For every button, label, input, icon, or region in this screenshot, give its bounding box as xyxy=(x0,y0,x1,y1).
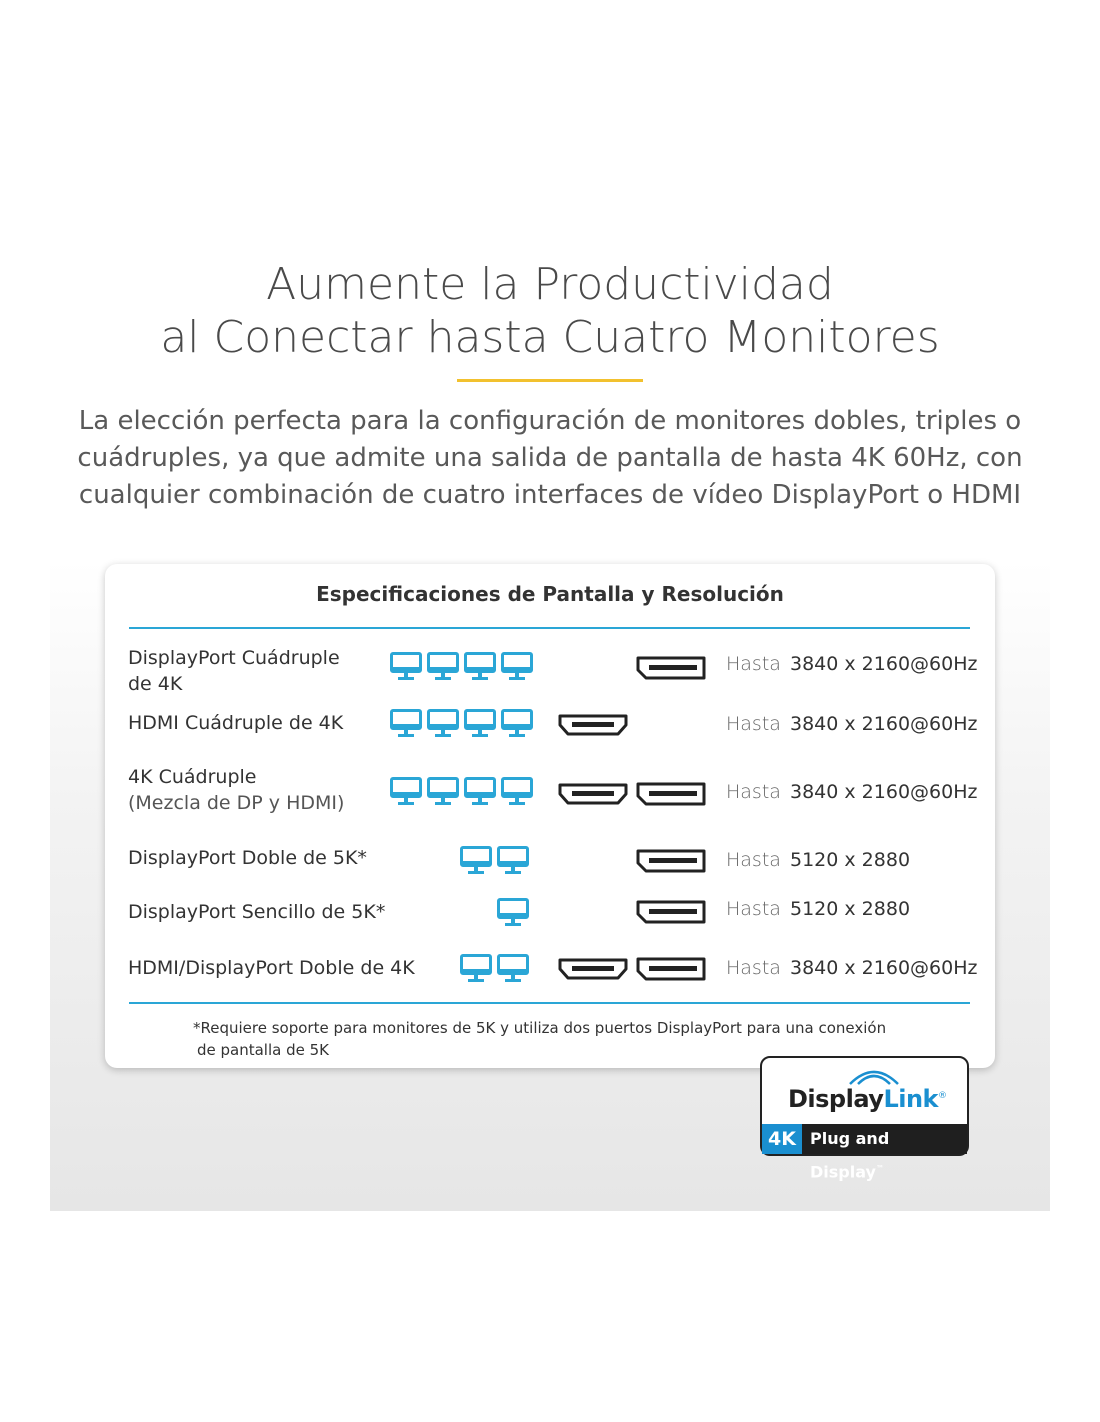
monitor-group xyxy=(390,652,533,682)
monitor-icon xyxy=(427,652,459,682)
resolution-value: 5120 x 2880 xyxy=(790,849,911,871)
monitor-icon xyxy=(501,709,533,739)
title-line-2: al Conectar hasta Cuatro Monitores xyxy=(160,312,940,363)
footnote-line-1: *Requiere soporte para monitores de 5K y utiliza dos puertos DisplayPort para una conexión xyxy=(193,1019,887,1037)
spec-row-label-line1: DisplayPort Doble de 5K* xyxy=(128,847,367,869)
monitor-icon xyxy=(501,777,533,807)
wordmark-display: Display xyxy=(788,1085,884,1113)
badge-strip xyxy=(762,1124,967,1182)
footnote-line-2: de pantalla de 5K xyxy=(197,1041,330,1059)
trademark-mark: ™ xyxy=(875,1164,884,1173)
hdmi-icon xyxy=(558,713,628,737)
monitor-icon xyxy=(460,846,492,876)
resolution-value: 3840 x 2160@60Hz xyxy=(790,957,978,979)
spec-row-label-line1: HDMI/DisplayPort Doble de 4K xyxy=(128,957,415,979)
monitor-icon xyxy=(390,709,422,739)
spec-row-label-line1: DisplayPort Cuádruple xyxy=(128,647,340,669)
monitor-group xyxy=(497,898,529,928)
displayport-icon xyxy=(636,782,706,806)
specs-footnote xyxy=(193,1017,933,1061)
wordmark-link: Link xyxy=(883,1085,939,1113)
upto-label: Hasta xyxy=(726,849,781,871)
upto-label: Hasta xyxy=(726,653,781,675)
monitor-icon xyxy=(427,709,459,739)
upto-label: Hasta xyxy=(726,898,781,920)
subtitle-line-3: cualquier combinación de cuatro interfaces de vídeo DisplayPort o HDMI xyxy=(78,480,1022,510)
spec-row-label xyxy=(128,710,343,736)
monitor-icon xyxy=(390,777,422,807)
upto-label: Hasta xyxy=(726,957,781,979)
resolution-value: 3840 x 2160@60Hz xyxy=(790,781,978,803)
subtitle-line-1: La elección perfecta para la configuración de monitores dobles, triples o xyxy=(78,406,1022,436)
title-line-1: Aumente la Productividad xyxy=(266,259,834,310)
monitor-icon xyxy=(464,709,496,739)
displayport-icon xyxy=(636,656,706,680)
displaylink-badge xyxy=(760,1056,969,1182)
resolution-value: 5120 x 2880 xyxy=(790,898,911,920)
spec-row-label xyxy=(128,645,340,697)
subtitle-line-2: cuádruples, ya que admite una salida de pantalla de hasta 4K 60Hz, con xyxy=(77,443,1023,473)
spec-row-label xyxy=(128,845,367,871)
specs-title: Especificaciones de Pantalla y Resolución xyxy=(316,582,784,606)
displayport-icon xyxy=(636,900,706,924)
resolution-value: 3840 x 2160@60Hz xyxy=(790,653,978,675)
displayport-icon xyxy=(636,957,706,981)
monitor-group xyxy=(390,709,533,739)
specs-bottom-rule xyxy=(129,1002,970,1004)
accent-divider xyxy=(457,379,643,382)
monitor-group xyxy=(390,777,533,807)
upto-label: Hasta xyxy=(726,781,781,803)
monitor-group xyxy=(460,846,529,876)
monitor-icon xyxy=(497,898,529,928)
monitor-icon xyxy=(464,652,496,682)
resolution-value: 3840 x 2160@60Hz xyxy=(790,713,978,735)
page-subtitle xyxy=(0,403,1100,514)
monitor-icon xyxy=(497,954,529,984)
hdmi-icon xyxy=(558,957,628,981)
spec-row-label xyxy=(128,955,415,981)
signal-waves-icon xyxy=(846,1064,902,1086)
monitor-icon xyxy=(497,846,529,876)
plug-display-label: Plug and Display xyxy=(810,1129,890,1182)
spec-row-label-line1: 4K Cuádruple xyxy=(128,766,257,788)
monitor-icon xyxy=(464,777,496,807)
badge-4k-label: 4K xyxy=(762,1124,802,1154)
spec-row-label-line2: (Mezcla de DP y HDMI) xyxy=(128,792,345,814)
monitor-icon xyxy=(427,777,459,807)
registered-mark: ® xyxy=(938,1091,947,1101)
monitor-icon xyxy=(460,954,492,984)
monitor-group xyxy=(460,954,529,984)
spec-row-label xyxy=(128,899,385,925)
monitor-icon xyxy=(501,652,533,682)
monitor-icon xyxy=(390,652,422,682)
displaylink-logo xyxy=(762,1058,967,1128)
displaylink-wordmark xyxy=(788,1085,947,1113)
spec-row-label-line2: de 4K xyxy=(128,673,183,695)
specs-top-rule xyxy=(129,627,970,629)
upto-label: Hasta xyxy=(726,713,781,735)
page-title xyxy=(0,258,1100,364)
spec-row-label-line1: HDMI Cuádruple de 4K xyxy=(128,712,344,734)
displayport-icon xyxy=(636,849,706,873)
specs-card xyxy=(105,564,995,1068)
badge-plug-display xyxy=(810,1124,967,1182)
spec-row-label xyxy=(128,764,344,816)
spec-row-label-line1: DisplayPort Sencillo de 5K* xyxy=(128,901,386,923)
hdmi-icon xyxy=(558,782,628,806)
